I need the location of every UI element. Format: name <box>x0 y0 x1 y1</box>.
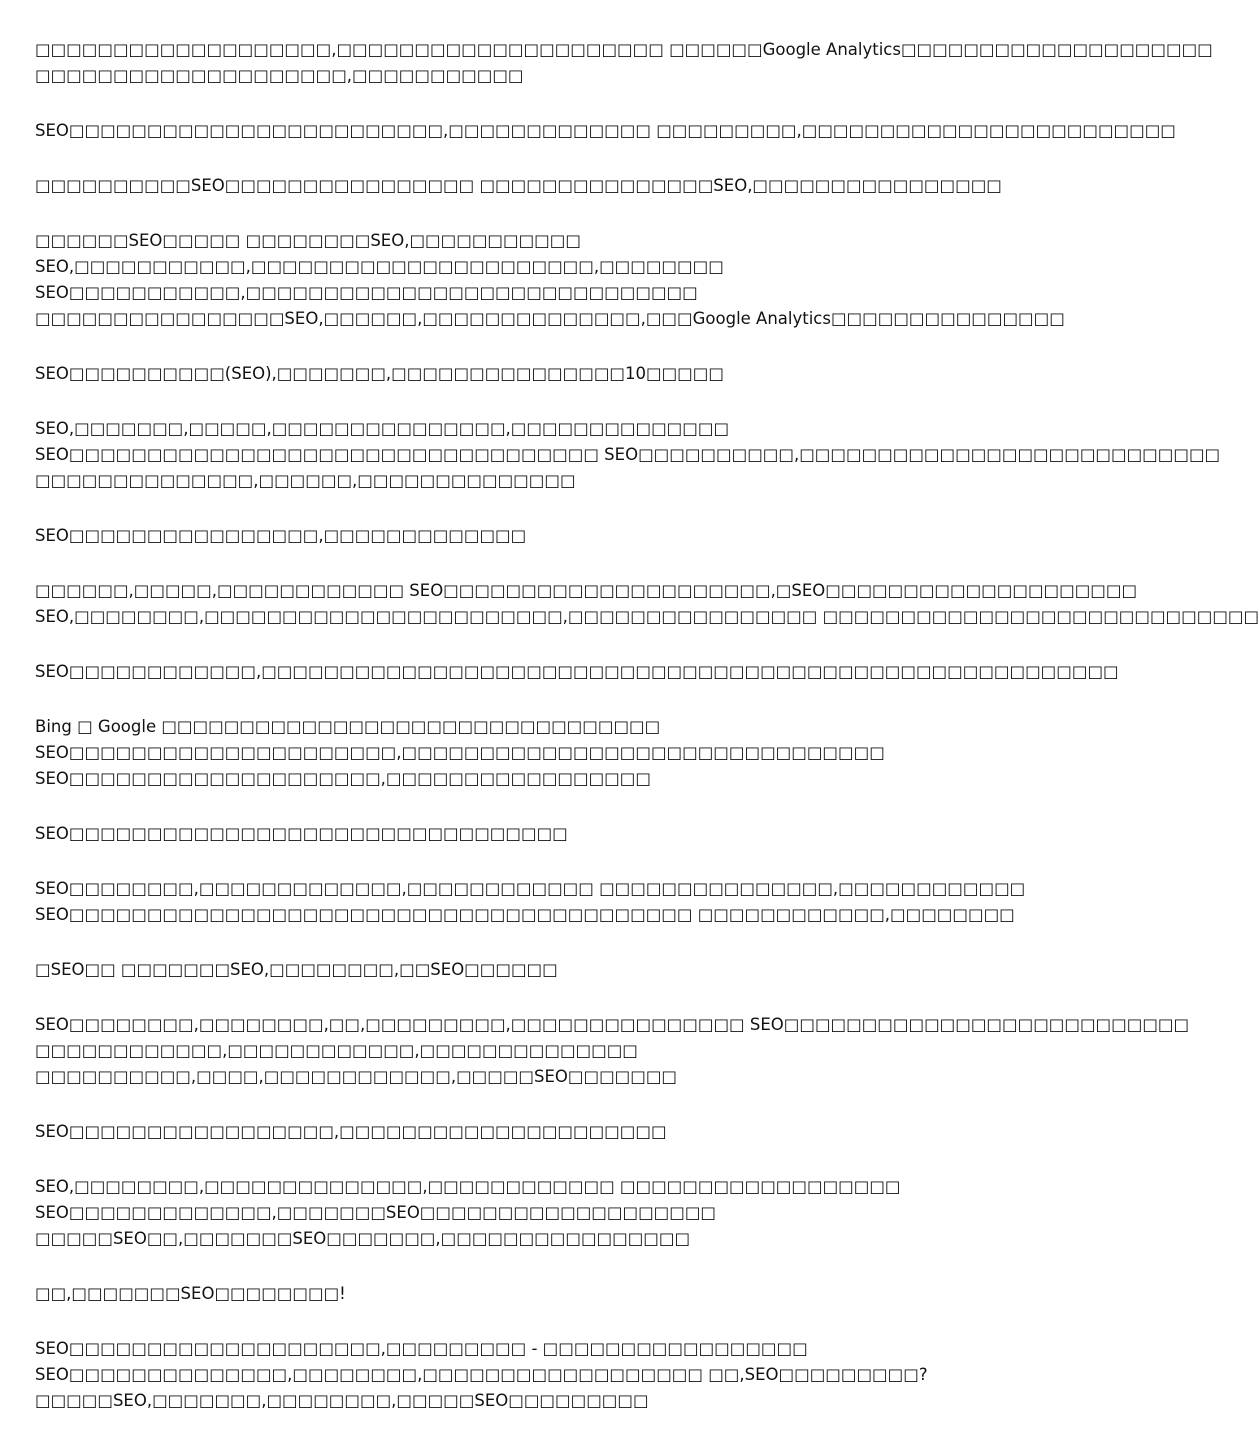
paragraph <box>35 228 1065 332</box>
text-line: □□□□□□□□□□□□□□□□□□□□,□□□□□□□□□□□ <box>35 66 524 85</box>
paragraph <box>35 523 995 549</box>
text-line: SEO□□□□□□□□□□□□□□□□□□□□□,□□□□□□□□□□□□□□□□□□□□□□□□□□□□□□□ <box>35 743 885 762</box>
paragraph <box>35 1336 995 1414</box>
text-line: SEO□□□□□□□□□□(SEO),□□□□□□□,□□□□□□□□□□□□□□□10□□□□□ <box>35 364 724 383</box>
text-line: □□□□□SEO,□□□□□□□,□□□□□□□□,□□□□□SEO□□□□□□□□□ <box>35 1391 649 1410</box>
text-line: □SEO□□ □□□□□□□SEO,□□□□□□□□,□□SEO□□□□□□ <box>35 960 558 979</box>
text-line: Bing □ Google □□□□□□□□□□□□□□□□□□□□□□□□□□□□□□□□ <box>35 717 661 736</box>
paragraph <box>35 957 995 983</box>
text-line: □□□□□□□□□□□□□□,□□□□□□,□□□□□□□□□□□□□□ <box>35 471 576 490</box>
document-body <box>35 37 1259 1443</box>
text-line: □□□□□□SEO□□□□□ □□□□□□□□SEO,□□□□□□□□□□□ <box>35 231 581 250</box>
text-line: SEO□□□□□□□□□□□□□□□□□□□□□□□□□□□□□□□□□□□□□□□□ □□□□□□□□□□□□,□□□□□□□□ <box>35 905 1015 924</box>
text-line: SEO□□□□□□□□□□□□□□□□□□□□□□□□□□□□□□□□□□ SEO□□□□□□□□□□,□□□□□□□□□□□□□□□□□□□□□□□□□□□ <box>35 445 1221 464</box>
text-line: SEO□□□□□□□□□□□□□□□□□□□□,□□□□□□□□□□□□□□□□□ <box>35 769 651 788</box>
text-line: SEO□□□□□□□□□□□□□□,□□□□□□□□,□□□□□□□□□□□□□□□□□□ □□,SEO□□□□□□□□□? <box>35 1365 928 1384</box>
paragraph <box>35 821 995 847</box>
paragraph <box>35 714 995 792</box>
text-line: □□□□□□,□□□□□,□□□□□□□□□□□□ SEO□□□□□□□□□□□□□□□□□□□□□,□SEO□□□□□□□□□□□□□□□□□□□□ <box>35 581 1138 600</box>
text-line: SEO□□□□□□□□,□□□□□□□□□□□□□,□□□□□□□□□□□□ □□□□□□□□□□□□□□□,□□□□□□□□□□□□ <box>35 879 1026 898</box>
text-line: □□,□□□□□□□SEO□□□□□□□□! <box>35 1284 346 1303</box>
text-line: □□□□□□□□□□SEO□□□□□□□□□□□□□□□□ □□□□□□□□□□□□□□□SEO,□□□□□□□□□□□□□□□□ <box>35 176 1002 195</box>
text-line: SEO□□□□□□□□□□□□□□□□□□□□,□□□□□□□□□ - □□□□□□□□□□□□□□□□□ <box>35 1339 808 1358</box>
paragraph <box>35 876 1026 928</box>
paragraph <box>35 37 1213 89</box>
text-line: SEO□□□□□□□□□□□□,□□□□□□□□□□□□□□□□□□□□□□□□□□□□□□□□□□□□□□□□□□□□□□□□□□□□□□□ <box>35 662 1119 681</box>
paragraph <box>35 659 1119 685</box>
text-line: SEO□□□□□□□□□□□□□□□□□,□□□□□□□□□□□□□□□□□□□□□ <box>35 1122 667 1141</box>
text-line: SEO,□□□□□□□□,□□□□□□□□□□□□□□□□□□□□□□□,□□□□□□□□□□□□□□□□ □□□□□□□□□□□□□□□□□□□□□□□□□□□□ <box>35 607 1259 626</box>
text-line: SEO□□□□□□□□□□□□□□□□□□□□□□□□□□□□□□□□ <box>35 824 568 843</box>
paragraph <box>35 118 1176 144</box>
paragraph <box>35 578 1259 630</box>
paragraph <box>35 1012 1190 1090</box>
text-line: SEO,□□□□□□□,□□□□□,□□□□□□□□□□□□□□□,□□□□□□□□□□□□□□ <box>35 419 730 438</box>
paragraph <box>35 1119 995 1145</box>
text-line: □□□□□□□□□□□□□□□□SEO,□□□□□□,□□□□□□□□□□□□□□,□□□Google Analytics□□□□□□□□□□□□□□□ <box>35 309 1065 328</box>
text-line: □□□□□□□□□□,□□□□,□□□□□□□□□□□□,□□□□□SEO□□□□□□□ <box>35 1067 678 1086</box>
paragraph <box>35 361 995 387</box>
text-line: □□□□□□□□□□□□,□□□□□□□□□□□□,□□□□□□□□□□□□□□ <box>35 1041 638 1060</box>
text-line: SEO□□□□□□□□□□□,□□□□□□□□□□□□□□□□□□□□□□□□□□□□□ <box>35 283 698 302</box>
text-line: □□□□□SEO□□,□□□□□□□SEO□□□□□□□,□□□□□□□□□□□□□□□□ <box>35 1229 691 1248</box>
paragraph <box>35 1174 995 1252</box>
paragraph <box>35 1281 995 1307</box>
text-line: SEO□□□□□□□□□□□□□,□□□□□□□SEO□□□□□□□□□□□□□□□□□□□ <box>35 1203 717 1222</box>
text-line: SEO□□□□□□□□,□□□□□□□□,□□,□□□□□□□□□,□□□□□□□□□□□□□□□ SEO□□□□□□□□□□□□□□□□□□□□□□□□□□ <box>35 1015 1190 1034</box>
text-line: SEO□□□□□□□□□□□□□□□□,□□□□□□□□□□□□□ <box>35 526 527 545</box>
paragraph <box>35 416 1221 494</box>
text-line: SEO,□□□□□□□□□□□,□□□□□□□□□□□□□□□□□□□□□□,□□□□□□□□ <box>35 257 724 276</box>
text-line: SEO□□□□□□□□□□□□□□□□□□□□□□□□,□□□□□□□□□□□□□ □□□□□□□□□,□□□□□□□□□□□□□□□□□□□□□□□□ <box>35 121 1176 140</box>
text-line: □□□□□□□□□□□□□□□□□□□,□□□□□□□□□□□□□□□□□□□□□ □□□□□□Google Analytics□□□□□□□□□□□□□□□□□□□□ <box>35 40 1213 59</box>
text-line: SEO,□□□□□□□□,□□□□□□□□□□□□□□,□□□□□□□□□□□□ □□□□□□□□□□□□□□□□□□ <box>35 1177 901 1196</box>
paragraph <box>35 173 1002 199</box>
